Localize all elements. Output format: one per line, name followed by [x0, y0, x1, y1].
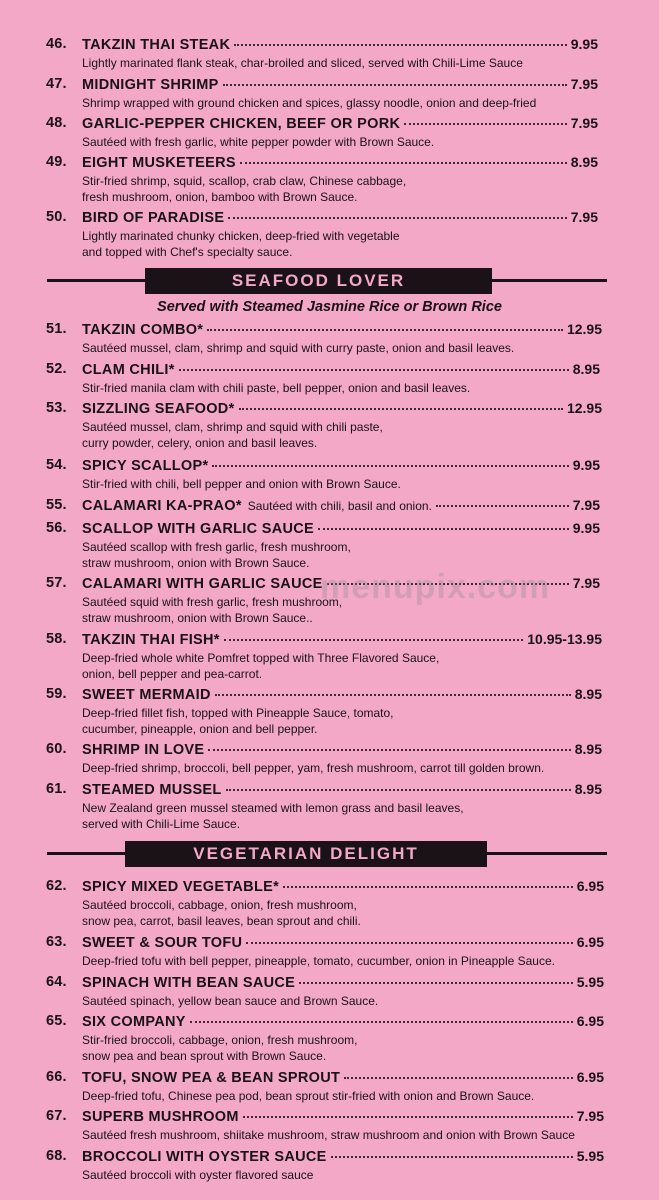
- item-title-row: [82, 631, 602, 649]
- item-number: 51.: [46, 321, 67, 337]
- item-title-row: [82, 400, 602, 418]
- item-inline-description: Sautéed with chili, basil and onion.: [247, 499, 432, 513]
- item-number: 54.: [46, 457, 67, 473]
- item-price: 7.95: [572, 575, 600, 591]
- item-price: 7.95: [572, 497, 600, 513]
- item-name: CALAMARI KA-PRAO*: [82, 498, 242, 514]
- item-title-row: [82, 520, 600, 538]
- section-title: SEAFOOD LOVER: [145, 268, 492, 294]
- dot-leader: [318, 528, 569, 530]
- dot-leader: [212, 465, 568, 467]
- item-price: 8.95: [574, 741, 602, 757]
- item-description: Sautéed squid with fresh garlic, fresh mushroom, straw mushroom, onion with Brown Sauce..: [82, 595, 343, 625]
- item-name: CALAMARI WITH GARLIC SAUCE: [82, 576, 323, 592]
- item-description: Sautéed spinach, yellow bean sauce and Brown Sauce.: [82, 994, 379, 1008]
- item-description: Sautéed broccoli with oyster flavored sauce: [82, 1168, 314, 1182]
- item-description: Deep-fried tofu with bell pepper, pineapple, tomato, cucumber, onion in Pineapple Sauce.: [82, 954, 555, 968]
- item-title-row: [82, 878, 604, 896]
- dot-leader: [404, 123, 567, 125]
- item-number: 46.: [46, 36, 67, 52]
- item-title-row: [82, 781, 602, 799]
- item-name: TAKZIN THAI FISH*: [82, 632, 220, 648]
- item-description: Deep-fried whole white Pomfret topped with Three Flavored Sauce, onion, bell pepper and pea-carrot.: [82, 651, 440, 681]
- item-description: Sautéed with fresh garlic, white pepper powder with Brown Sauce.: [82, 135, 435, 149]
- item-price: 12.95: [566, 321, 602, 337]
- item-title-row: [82, 741, 602, 759]
- item-price: 9.95: [570, 36, 598, 52]
- item-title-row: [82, 1148, 604, 1166]
- item-number: 48.: [46, 115, 67, 131]
- item-number: 68.: [46, 1148, 67, 1164]
- item-name: TOFU, SNOW PEA & BEAN SPROUT: [82, 1070, 341, 1086]
- item-price: 7.95: [570, 115, 598, 131]
- item-description: Stir-fried broccoli, cabbage, onion, fresh mushroom, snow pea and bean sprout with Brown Sauce.: [82, 1033, 358, 1063]
- item-number: 62.: [46, 878, 67, 894]
- item-name: SWEET & SOUR TOFU: [82, 935, 243, 951]
- item-number: 50.: [46, 209, 67, 225]
- item-title-row: [82, 115, 598, 133]
- item-name: BROCCOLI WITH OYSTER SAUCE: [82, 1149, 327, 1165]
- item-price: 8.95: [570, 154, 598, 170]
- item-description: Sautéed mussel, clam, shrimp and squid with chili paste, curry powder, celery, onion and basil leaves.: [82, 420, 383, 450]
- item-price: 6.95: [576, 1069, 604, 1085]
- item-price: 7.95: [570, 76, 598, 92]
- item-title-row: [82, 321, 602, 339]
- item-name: TAKZIN THAI STEAK: [82, 37, 231, 53]
- dot-leader: [331, 1156, 573, 1158]
- dot-leader: [327, 583, 569, 585]
- dot-leader: [243, 1116, 573, 1118]
- item-price: 9.95: [572, 457, 600, 473]
- item-title-row: [82, 154, 598, 172]
- item-number: 56.: [46, 520, 67, 536]
- item-title-row: [82, 1108, 604, 1126]
- dot-leader: [246, 942, 572, 944]
- item-title-row: [82, 76, 598, 94]
- item-price: 10.95-13.95: [527, 631, 602, 647]
- item-number: 63.: [46, 934, 67, 950]
- item-description: Shrimp wrapped with ground chicken and spices, glassy noodle, onion and deep-fried: [82, 96, 537, 110]
- dot-leader: [283, 886, 573, 888]
- item-title-row: [82, 361, 600, 379]
- watermark: menupix.com: [320, 568, 551, 606]
- dot-leader: [208, 749, 570, 751]
- dot-leader: [223, 84, 567, 86]
- item-price: 9.95: [572, 520, 600, 536]
- item-name: BIRD OF PARADISE: [82, 210, 225, 226]
- item-price: 6.95: [576, 934, 604, 950]
- item-price: 6.95: [576, 878, 604, 894]
- section-header-vegetarian: [47, 841, 607, 867]
- item-description: Sautéed broccoli, cabbage, onion, fresh mushroom, snow pea, carrot, basil leaves, bean sprout and chili.: [82, 898, 361, 928]
- item-name: TAKZIN COMBO*: [82, 322, 204, 338]
- dot-leader: [226, 789, 571, 791]
- item-description: Deep-fried fillet fish, topped with Pineapple Sauce, tomato, cucumber, pineapple, onion and bell pepper.: [82, 706, 394, 736]
- item-description: Sautéed scallop with fresh garlic, fresh mushroom, straw mushroom, onion with Brown Sauce.: [82, 540, 351, 570]
- item-price: 6.95: [576, 1013, 604, 1029]
- item-title-row: [82, 1069, 604, 1087]
- item-name: SPINACH WITH BEAN SAUCE: [82, 975, 296, 991]
- item-title-row: [82, 36, 598, 54]
- item-title-row: [82, 575, 600, 593]
- item-description: Lightly marinated chunky chicken, deep-fried with vegetable and topped with Chef's specialty sauce.: [82, 229, 400, 259]
- dot-leader: [239, 408, 563, 410]
- item-price: 5.95: [576, 1148, 604, 1164]
- item-description: Stir-fried shrimp, squid, scallop, crab claw, Chinese cabbage, fresh mushroom, onion, bamboo with Brown Sauce.: [82, 174, 407, 204]
- item-description: Sautéed fresh mushroom, shiitake mushroom, straw mushroom and onion with Brown Sauce: [82, 1128, 575, 1142]
- item-description: Deep-fried tofu, Chinese pea pod, bean sprout stir-fried with onion and Brown Sauce.: [82, 1089, 535, 1103]
- item-number: 53.: [46, 400, 67, 416]
- item-number: 66.: [46, 1069, 67, 1085]
- item-number: 52.: [46, 361, 67, 377]
- section-subtitle: Served with Steamed Jasmine Rice or Brown Rice: [157, 299, 502, 315]
- dot-leader: [344, 1077, 573, 1079]
- item-title-row: [82, 686, 602, 704]
- item-number: 58.: [46, 631, 67, 647]
- dot-leader: [240, 162, 567, 164]
- dot-leader: [207, 329, 563, 331]
- item-price: 12.95: [566, 400, 602, 416]
- item-price: 8.95: [572, 361, 600, 377]
- item-name: SIX COMPANY: [82, 1014, 186, 1030]
- item-price: 7.95: [576, 1108, 604, 1124]
- item-title-row: [82, 497, 600, 515]
- dot-leader: [215, 694, 571, 696]
- item-number: 55.: [46, 497, 67, 513]
- item-name: SUPERB MUSHROOM: [82, 1109, 239, 1125]
- item-title-row: [82, 1013, 604, 1031]
- dot-leader: [299, 982, 573, 984]
- item-title-row: [82, 934, 604, 952]
- dot-leader: [179, 369, 569, 371]
- item-description: Deep-fried shrimp, broccoli, bell pepper, yam, fresh mushroom, carrot till golden brown.: [82, 761, 545, 775]
- item-title-row: [82, 457, 600, 475]
- item-name: SCALLOP WITH GARLIC SAUCE: [82, 521, 314, 537]
- item-number: 59.: [46, 686, 67, 702]
- item-description: Stir-fried with chili, bell pepper and onion with Brown Sauce.: [82, 477, 401, 491]
- item-title-row: [82, 974, 604, 992]
- item-name: SHRIMP IN LOVE: [82, 742, 205, 758]
- dot-leader: [224, 639, 524, 641]
- item-number: 60.: [46, 741, 67, 757]
- item-name: STEAMED MUSSEL: [82, 782, 222, 798]
- item-name: CLAM CHILI*: [82, 362, 175, 378]
- item-price: 5.95: [576, 974, 604, 990]
- item-number: 57.: [46, 575, 67, 591]
- item-price: 7.95: [570, 209, 598, 225]
- item-description: Sautéed mussel, clam, shrimp and squid with curry paste, onion and basil leaves.: [82, 341, 515, 355]
- item-name: SPICY MIXED VEGETABLE*: [82, 879, 280, 895]
- dot-leader: [228, 217, 566, 219]
- item-price: 8.95: [574, 781, 602, 797]
- dot-leader: [234, 44, 567, 46]
- item-number: 61.: [46, 781, 67, 797]
- section-title: VEGETARIAN DELIGHT: [125, 841, 487, 867]
- item-name: MIDNIGHT SHRIMP: [82, 77, 219, 93]
- item-name: SPICY SCALLOP*: [82, 458, 209, 474]
- item-price: 8.95: [574, 686, 602, 702]
- item-number: 67.: [46, 1108, 67, 1124]
- item-name: SIZZLING SEAFOOD*: [82, 401, 235, 417]
- item-description: New Zealand green mussel steamed with lemon grass and basil leaves, served with Chili-Lime Sauce.: [82, 801, 464, 831]
- dot-leader: [190, 1021, 573, 1023]
- dot-leader: [436, 505, 569, 507]
- item-name: GARLIC-PEPPER CHICKEN, BEEF OR PORK: [82, 116, 401, 132]
- section-header-seafood: [47, 268, 607, 294]
- item-number: 64.: [46, 974, 67, 990]
- item-title-row: [82, 209, 598, 227]
- item-number: 49.: [46, 154, 67, 170]
- item-name: SWEET MERMAID: [82, 687, 211, 703]
- item-name: EIGHT MUSKETEERS: [82, 155, 236, 171]
- item-number: 47.: [46, 76, 67, 92]
- item-description: Stir-fried manila clam with chili paste, bell pepper, onion and basil leaves.: [82, 381, 471, 395]
- item-description: Lightly marinated flank steak, char-broiled and sliced, served with Chili-Lime Sauce: [82, 56, 523, 70]
- item-number: 65.: [46, 1013, 67, 1029]
